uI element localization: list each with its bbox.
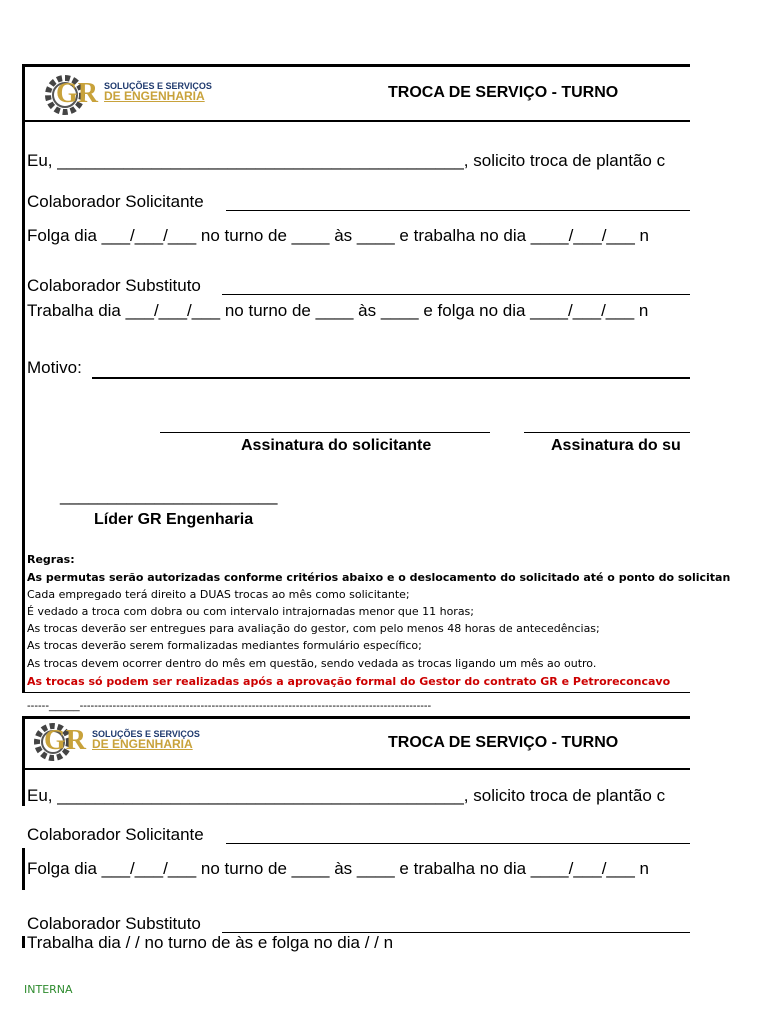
company-logo	[42, 72, 222, 118]
trabalha-line[interactable]: Trabalha dia ___/___/___ no turno de ____ às ____ e folga no dia ____/___/___ n	[27, 301, 649, 320]
form-2-left-border	[22, 716, 25, 806]
logo-mark: GR	[44, 725, 86, 756]
form-title: TROCA DE SERVIÇO - TURNO	[388, 734, 619, 751]
rule-item: Cada empregado terá direito a DUAS trocas ao mês como solicitante;	[27, 588, 410, 601]
motivo-label: Motivo:	[27, 358, 82, 377]
motivo-field[interactable]	[92, 377, 690, 379]
folga-line[interactable]: Folga dia ___/___/___ no turno de ____ às ____ e trabalha no dia ____/___/___ n	[27, 226, 649, 245]
signature-line-substituto[interactable]	[524, 432, 690, 433]
lider-label: Líder GR Engenharia	[94, 511, 254, 528]
rules-heading: Regras:	[27, 553, 75, 566]
form-1-left-border	[22, 64, 25, 692]
folga-line[interactable]: Folga dia ___/___/___ no turno de ____ às ____ e trabalha no dia ____/___/___ n	[27, 859, 649, 878]
logo-line-1: SOLUÇÕES E SERVIÇOS	[104, 81, 212, 91]
rule-item: As trocas deverão ser entregues para avaliação do gestor, com pelo menos 48 horas de antecedências;	[27, 622, 600, 635]
form-title: TROCA DE SERVIÇO - TURNO	[388, 84, 619, 101]
form-1-top-border	[22, 64, 690, 67]
form-2-top-border	[22, 716, 690, 719]
lider-signature-line[interactable]: _______________________	[60, 486, 278, 505]
solicitante-label: Colaborador Solicitante	[27, 192, 204, 211]
signature-label-substituto: Assinatura do su	[551, 437, 681, 454]
rule-item: As trocas deverão serem formalizadas mediantes formulário específico;	[27, 639, 422, 652]
solicitante-field[interactable]	[226, 843, 690, 844]
rules-bold-line: As permutas serão autorizadas conforme critérios abaixo e o deslocamento do solicitado até o ponto do solicitan	[27, 571, 731, 584]
logo-line-2: DE ENGENHARIA	[104, 89, 205, 103]
cut-line: ------_____------------------------------------------------------------------------------------------------	[27, 700, 432, 712]
solicitante-label: Colaborador Solicitante	[27, 825, 204, 844]
signature-label-solicitante: Assinatura do solicitante	[241, 437, 432, 454]
form-2-left-border-bottom	[22, 936, 25, 948]
rule-item: É vedado a troca com dobra ou com intervalo intrajornadas menor que 11 horas;	[27, 605, 474, 618]
rules-bottom-line	[22, 692, 690, 693]
form-2-left-border-lower	[22, 848, 25, 890]
eu-line[interactable]: Eu, ___________________________________________, solicito troca de plantão c	[27, 786, 666, 805]
header-divider	[22, 768, 690, 770]
substituto-label: Colaborador Substituto	[27, 914, 201, 933]
logo-line-2: DE ENGENHARIA	[92, 737, 193, 751]
header-divider	[22, 120, 690, 122]
eu-line[interactable]: Eu, ___________________________________________, solicito troca de plantão c	[27, 151, 666, 170]
logo-mark: GR	[56, 78, 98, 109]
signature-line-solicitante[interactable]	[160, 432, 490, 433]
classification-label: INTERNA	[24, 983, 73, 996]
company-logo	[30, 720, 210, 764]
rules-red-line: As trocas só podem ser realizadas após a aprovação formal do Gestor do contrato GR e Petroreconcavo	[27, 675, 671, 688]
substituto-label: Colaborador Substituto	[27, 276, 201, 295]
trabalha-line[interactable]: Trabalha dia / / no turno de às e folga no dia / / n	[27, 933, 394, 952]
substituto-field[interactable]	[222, 294, 690, 295]
solicitante-field[interactable]	[226, 210, 690, 211]
rule-item: As trocas devem ocorrer dentro do mês em questão, sendo vedada as trocas ligando um mês ao outro.	[27, 657, 597, 670]
logo-line-1: SOLUÇÕES E SERVIÇOS	[92, 729, 200, 739]
